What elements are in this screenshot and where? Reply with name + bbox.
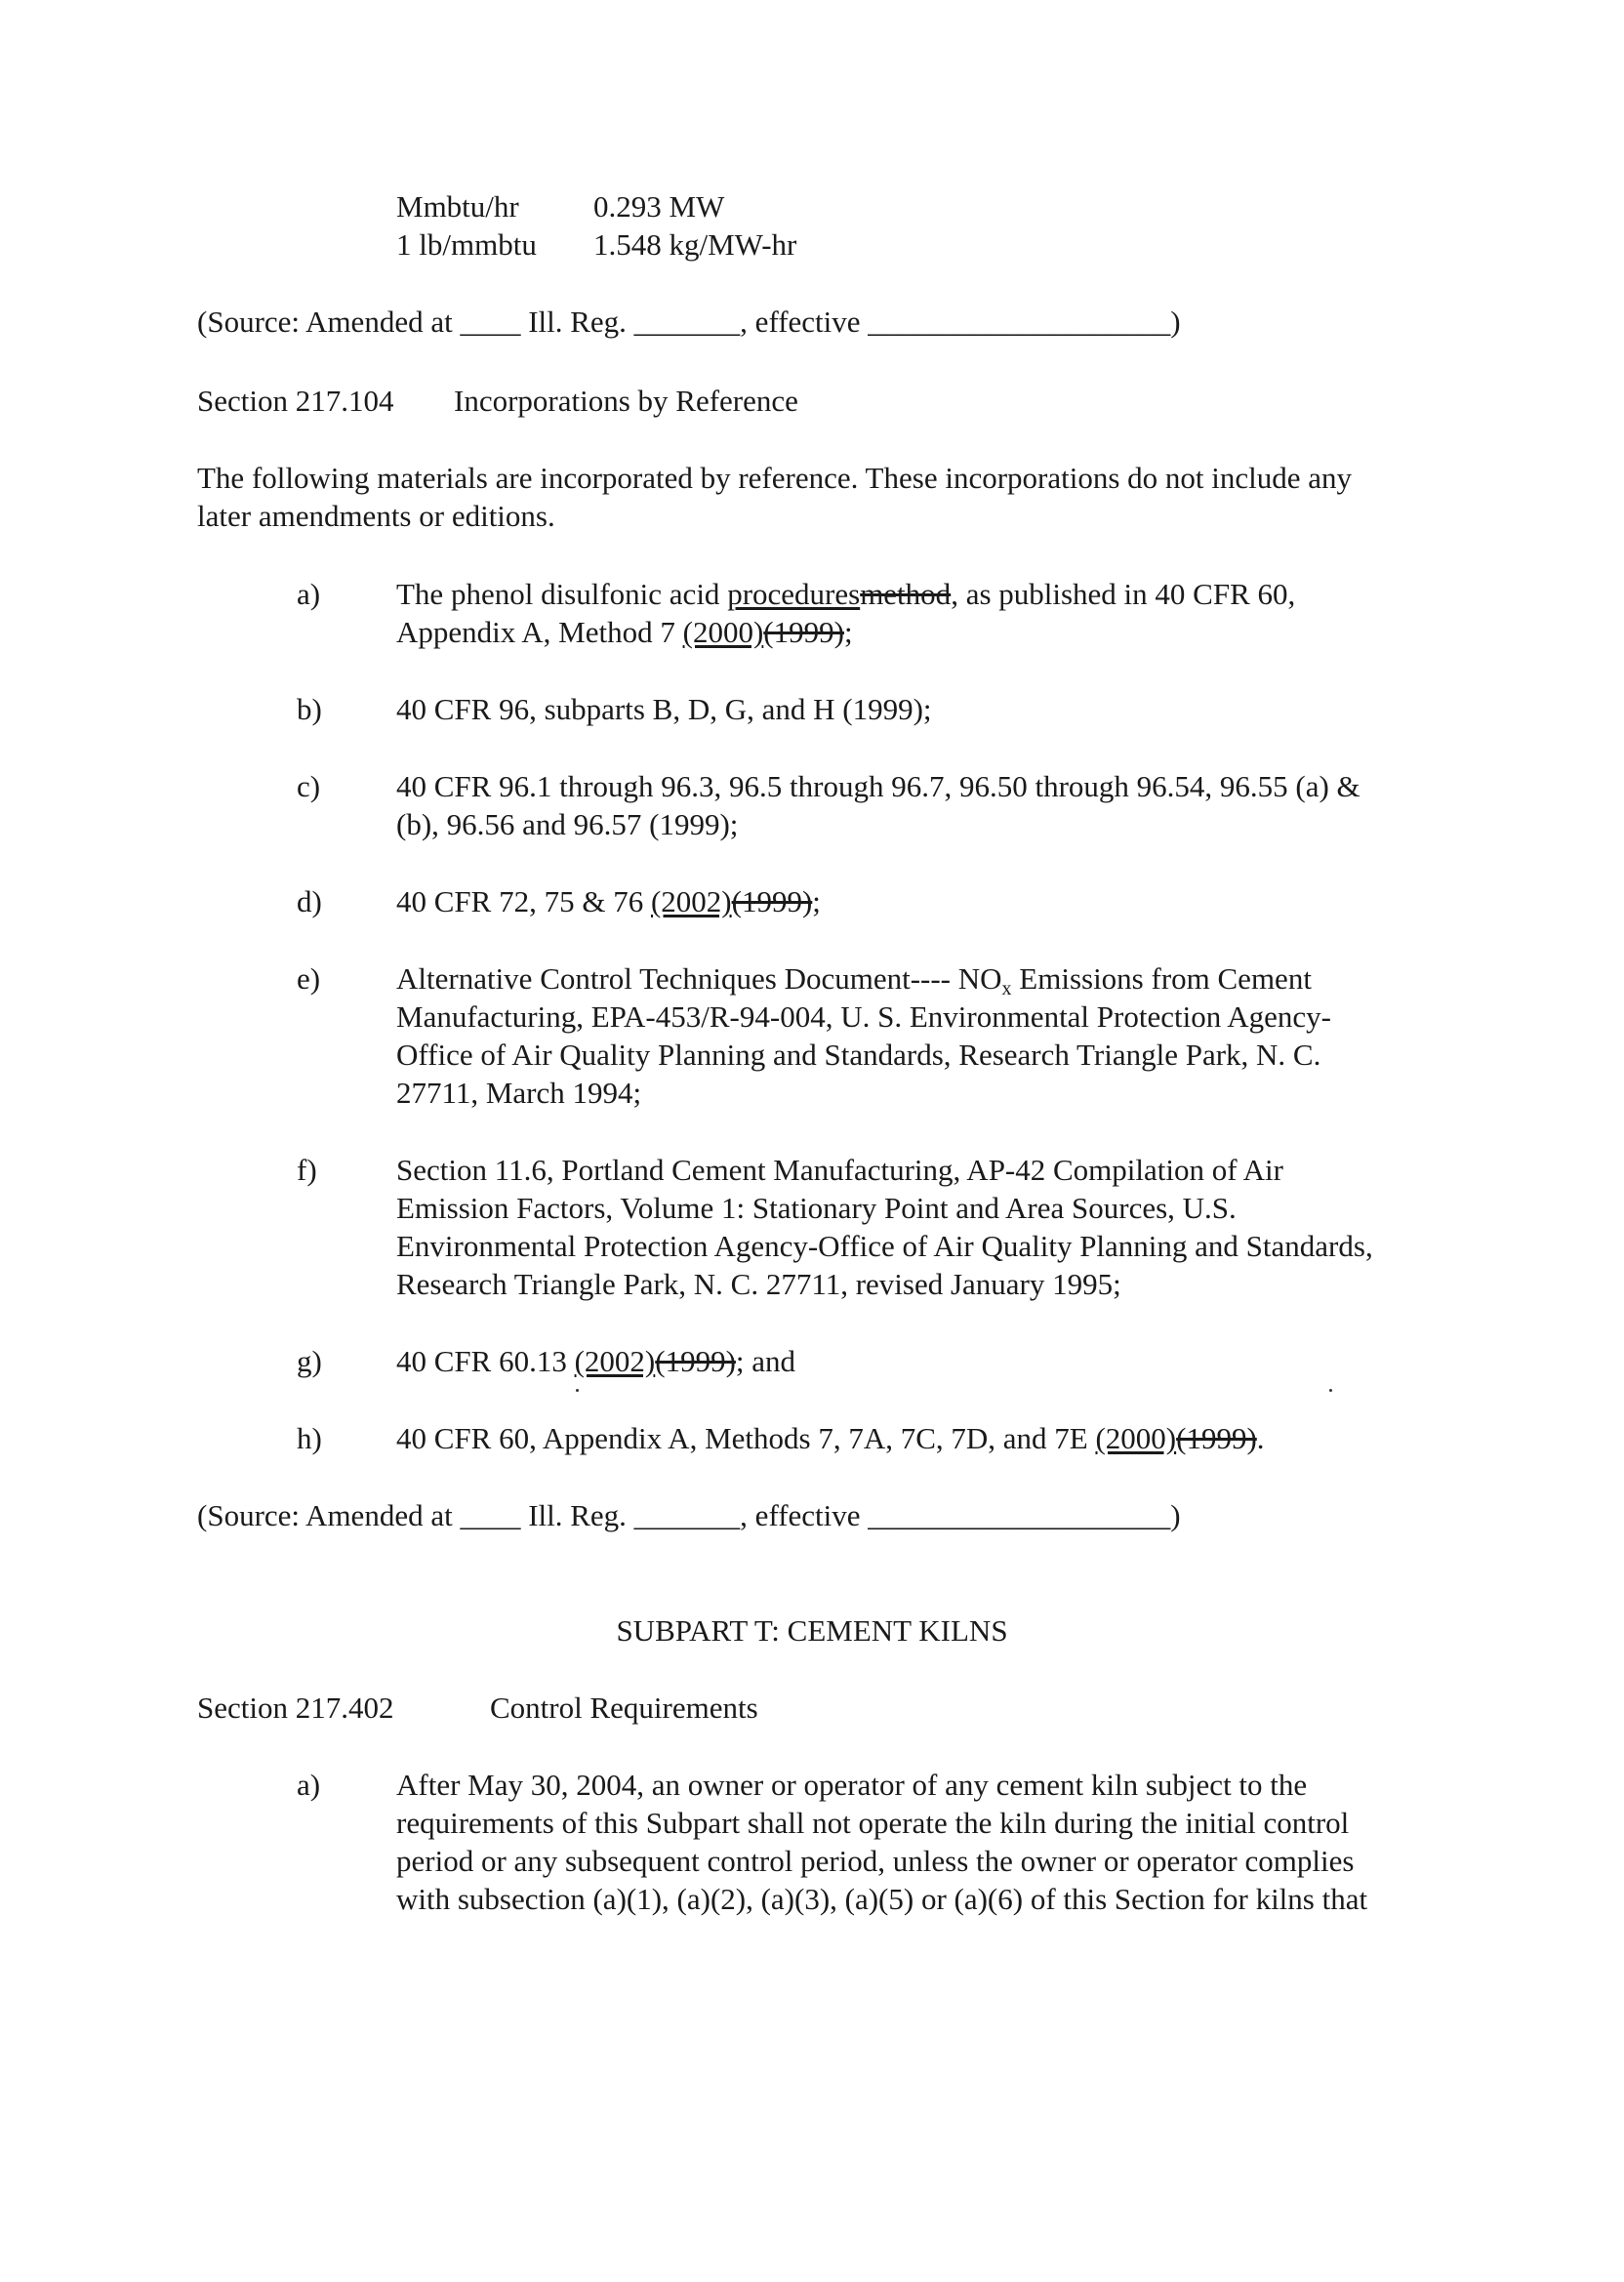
list-item-continuation: Appendix A, Method 7 (2000)(1999); <box>396 615 853 649</box>
list-item-continuation: Research Triangle Park, N. C. 27711, revised January 1995; <box>396 1267 1121 1301</box>
item-letter: d) <box>297 884 322 918</box>
item-letter: c) <box>297 769 321 803</box>
list-item: Section 11.6, Portland Cement Manufacturing, AP-42 Compilation of Air <box>396 1153 1283 1187</box>
scan-speck <box>576 1389 579 1392</box>
subpart-heading: SUBPART T: CEMENT KILNS <box>616 1613 1008 1648</box>
item-letter: f) <box>297 1153 317 1187</box>
section-number: Section 217.402 <box>197 1691 394 1725</box>
inserted-text: (2002) <box>574 1344 656 1378</box>
list-item-continuation: 27711, March 1994; <box>396 1076 642 1110</box>
item-letter: a) <box>297 1768 321 1802</box>
item-letter: e) <box>297 961 321 996</box>
source-note: (Source: Amended at ____ Ill. Reg. _______, effective ____________________) <box>197 305 1181 339</box>
inserted-text: procedures <box>727 577 861 611</box>
conversion-unit-1: Mmbtu/hr <box>396 189 519 224</box>
section-number: Section 217.104 <box>197 384 394 418</box>
inserted-text: (2002) <box>650 884 732 918</box>
list-item-continuation: requirements of this Subpart shall not operate the kiln during the initial control <box>396 1806 1350 1840</box>
inserted-text: (2000) <box>1095 1421 1177 1455</box>
intro-line: The following materials are incorporated by reference. These incorporations do not include any <box>197 461 1353 495</box>
section-title: Control Requirements <box>490 1691 758 1725</box>
conversion-unit-2: 1 lb/mmbtu <box>396 227 537 262</box>
section-title: Incorporations by Reference <box>454 384 798 418</box>
list-item-continuation: Manufacturing, EPA-453/R-94-004, U. S. Environmental Protection Agency- <box>396 999 1331 1034</box>
list-item-continuation: (b), 96.56 and 96.57 (1999); <box>396 807 739 841</box>
deleted-text: (1999) <box>655 1344 736 1378</box>
scan-speck <box>1329 1389 1332 1392</box>
list-item: 40 CFR 72, 75 & 76 (2002)(1999); <box>396 884 821 918</box>
conversion-value-1: 0.293 MW <box>593 189 725 224</box>
list-item: 40 CFR 96, subparts B, D, G, and H (1999); <box>396 692 932 726</box>
list-item: 40 CFR 60.13 (2002)(1999); and <box>396 1344 796 1378</box>
list-item-continuation: Emission Factors, Volume 1: Stationary Point and Area Sources, U.S. <box>396 1191 1237 1225</box>
item-letter: g) <box>297 1344 322 1378</box>
inserted-text: (2000) <box>682 615 764 649</box>
deleted-text: (1999) <box>1176 1421 1257 1455</box>
item-letter: a) <box>297 577 321 611</box>
list-item-continuation: Environmental Protection Agency-Office of Air Quality Planning and Standards, <box>396 1229 1373 1263</box>
conversion-value-2: 1.548 kg/MW-hr <box>593 227 797 262</box>
list-item-continuation: with subsection (a)(1), (a)(2), (a)(3), (a)(5) or (a)(6) of this Section for kilns that <box>396 1882 1368 1916</box>
list-item: After May 30, 2004, an owner or operator of any cement kiln subject to the <box>396 1768 1308 1802</box>
list-item: 40 CFR 96.1 through 96.3, 96.5 through 96.7, 96.50 through 96.54, 96.55 (a) & <box>396 769 1360 803</box>
list-item: The phenol disulfonic acid proceduresmethod, as published in 40 CFR 60, <box>396 577 1296 611</box>
deleted-text: method <box>860 577 952 611</box>
list-item-continuation: period or any subsequent control period, unless the owner or operator complies <box>396 1844 1355 1878</box>
intro-line: later amendments or editions. <box>197 499 555 533</box>
deleted-text: (1999) <box>763 615 844 649</box>
source-note: (Source: Amended at ____ Ill. Reg. _______, effective ____________________) <box>197 1498 1181 1532</box>
item-letter: h) <box>297 1421 322 1455</box>
list-item: 40 CFR 60, Appendix A, Methods 7, 7A, 7C, 7D, and 7E (2000)(1999). <box>396 1421 1265 1455</box>
list-item: Alternative Control Techniques Document---- $NO_x$ Emissions from Cement <box>396 961 1312 999</box>
deleted-text: (1999) <box>731 884 813 918</box>
item-letter: b) <box>297 692 322 726</box>
list-item-continuation: Office of Air Quality Planning and Standards, Research Triangle Park, N. C. <box>396 1038 1321 1072</box>
